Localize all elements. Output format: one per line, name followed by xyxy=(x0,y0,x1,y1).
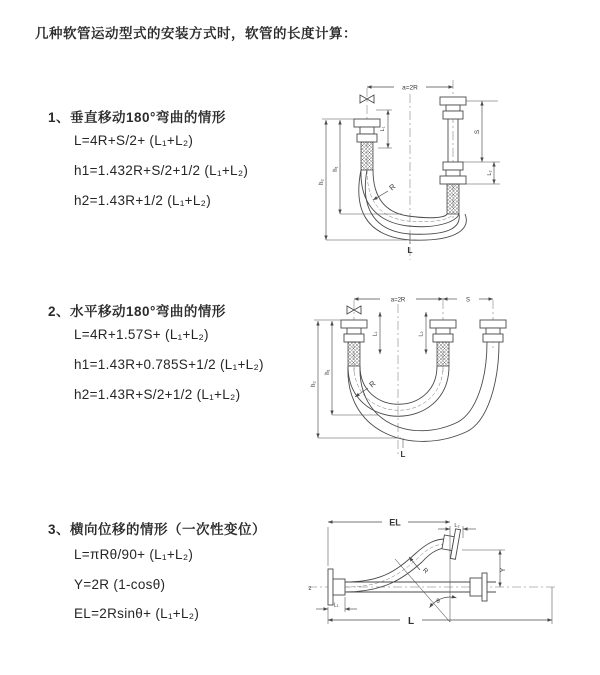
dim-label-s: S xyxy=(474,129,481,135)
diagram-1-dim-l1 xyxy=(376,110,392,148)
diagram-2-svg xyxy=(308,282,570,478)
dim-label-l: L xyxy=(400,450,406,459)
dim-label-r: R xyxy=(387,181,398,193)
dim-label-l: L xyxy=(407,245,413,255)
section-1 xyxy=(48,106,249,208)
diagram-1-svg xyxy=(310,72,595,268)
braided-section xyxy=(437,342,449,366)
section-2-heading: 2、水平移动180°弯曲的情形 xyxy=(48,304,226,319)
diagram-2-hose xyxy=(348,342,499,441)
dim-label-l2: L₂ xyxy=(454,523,460,529)
diagram-3-svg xyxy=(300,502,600,644)
centerline-break-mark: z xyxy=(308,586,312,592)
diagram-horizontal-180-bend xyxy=(308,282,570,478)
dim-label-l2: L₂ xyxy=(418,331,425,337)
page-title: 几种软管运动型式的安装方式时，软管的长度计算： xyxy=(35,26,357,41)
dim-label-h2: h₂ xyxy=(311,381,317,387)
braided-section xyxy=(447,184,459,214)
section-1-formula-L: L=4R+S/2+ (L₁+L₂) xyxy=(74,133,194,148)
diagram-3-upper-fitting xyxy=(441,527,461,559)
dim-label-h2: h₂ xyxy=(319,179,325,185)
section-3-formula-L: L=πRθ/90+ (L₁+L₂) xyxy=(74,547,194,562)
diagram-2-dim-s xyxy=(443,298,493,304)
dim-label-a2r: a=2R xyxy=(390,297,406,304)
section-2 xyxy=(48,300,264,402)
diagram-2-dim-a2r xyxy=(354,298,443,304)
dim-label-theta: θ xyxy=(436,598,440,605)
diagram-2-dim-l2 xyxy=(419,312,427,354)
section-2-formula-L: L=4R+1.57S+ (L₁+L₂) xyxy=(74,327,209,342)
diagram-2-centerlines xyxy=(354,297,493,457)
section-2-formula-h2: h2=1.43R+S/2+1/2 (L₁+L₂) xyxy=(74,387,241,402)
section-3-formula-EL: EL=2Rsinθ+ (L₁+L₂) xyxy=(74,606,200,621)
dim-label-l1: L₁ xyxy=(333,602,339,609)
braided-section xyxy=(348,342,360,366)
diagram-3-dim-l1 xyxy=(316,597,357,612)
diagram-lateral-displacement xyxy=(300,502,600,644)
dim-label-el: EL xyxy=(389,517,401,528)
dim-label-h1: h₁ xyxy=(325,369,331,375)
dim-label-l: L xyxy=(407,616,415,627)
dim-label-y: Y xyxy=(500,567,507,573)
dim-label-a2r: a=2R xyxy=(402,84,418,92)
diagram-2-dim-l xyxy=(401,438,406,459)
diagram-vertical-180-bend xyxy=(310,72,595,268)
diagram-2-fittings xyxy=(341,320,506,366)
diagram-3-dim-el xyxy=(328,518,450,623)
diagram-2-dim-l1 xyxy=(373,312,381,354)
diagram-1-dim-l xyxy=(407,234,412,255)
dim-label-l1: L₁ xyxy=(372,331,379,337)
section-1-formula-h1: h1=1.432R+S/2+1/2 (L₁+L₂) xyxy=(74,163,249,178)
dim-label-h1: h₁ xyxy=(333,166,339,172)
braided-section xyxy=(361,142,373,170)
section-1-heading: 1、垂直移动180°弯曲的情形 xyxy=(48,110,226,125)
diagram-1-left-fitting xyxy=(354,119,380,170)
section-3-formula-Y: Y=2R (1-cosθ) xyxy=(74,577,166,592)
diagram-1-radius-callout xyxy=(373,182,398,200)
dim-label-s: S xyxy=(465,297,471,304)
diagram-3-left-fitting xyxy=(328,569,345,605)
section-3 xyxy=(48,518,267,621)
dim-label-l2: L₂ xyxy=(487,170,493,176)
dim-label-l1: L₁ xyxy=(380,126,386,132)
section-3-heading: 3、横向位移的情形（一次性变位） xyxy=(48,522,267,537)
section-2-formula-h1: h1=1.43R+0.785S+1/2 (L₁+L₂) xyxy=(74,357,264,372)
section-1-formula-h2: h2=1.43R+1/2 (L₁+L₂) xyxy=(74,193,212,208)
diagram-3-dim-l xyxy=(328,587,552,627)
diagram-1-dim-a2r xyxy=(367,85,453,92)
dim-label-r: R xyxy=(420,566,430,576)
dim-label-r: R xyxy=(367,378,378,390)
diagram-1-dim-s-l2 xyxy=(463,101,500,184)
diagram-3-radius-callout xyxy=(409,557,429,575)
